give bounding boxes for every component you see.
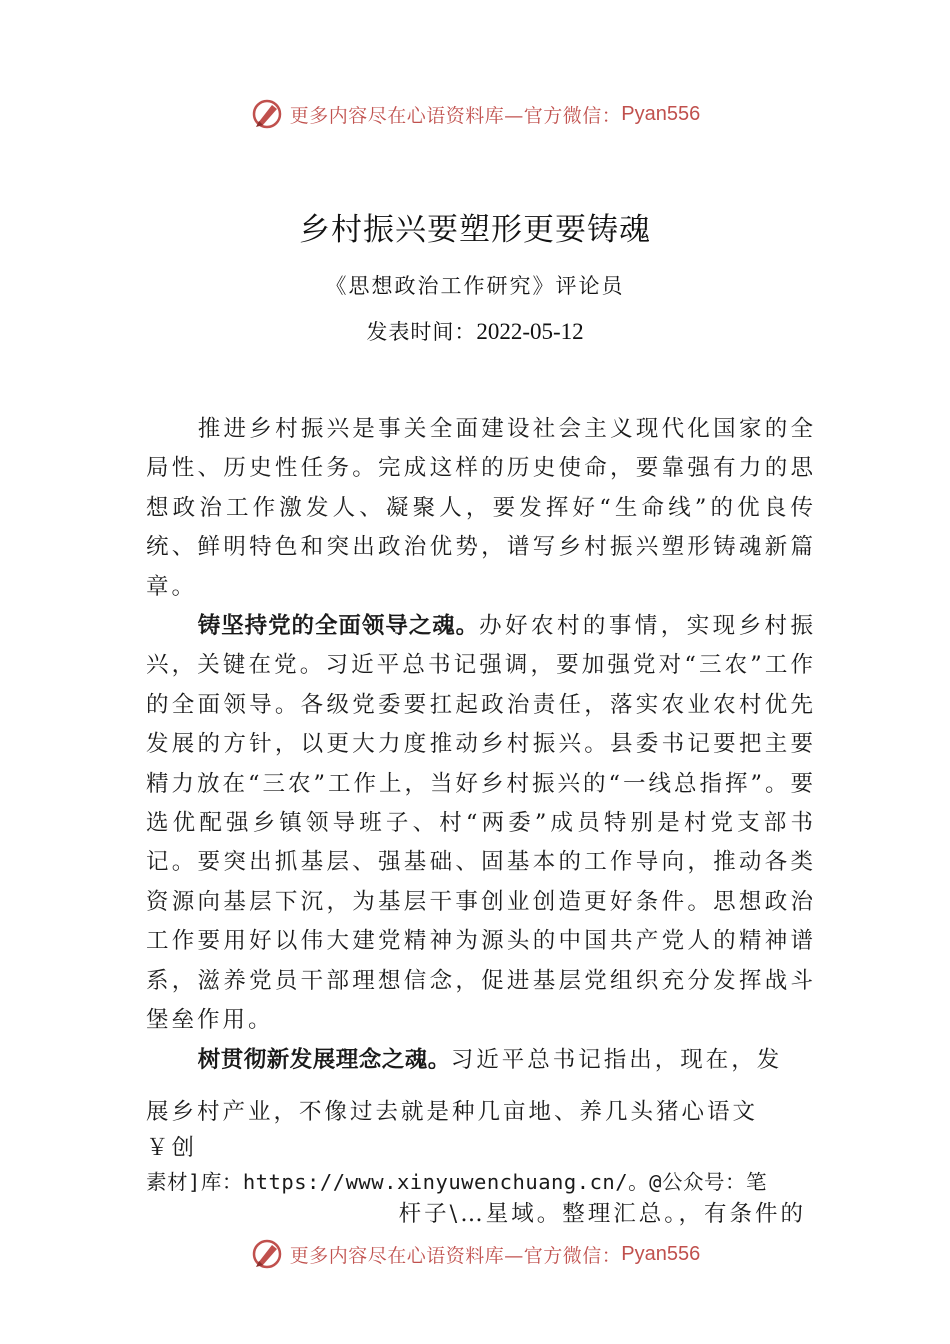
publish-date xyxy=(0,316,950,346)
article-title: 乡村振兴要塑形更要铸魂 xyxy=(299,212,651,248)
paragraph-text: 习近平总书记指出，现在，发 xyxy=(450,1046,783,1073)
pen-nib-icon xyxy=(250,97,284,131)
banner-wechat-id: Pyan556 xyxy=(621,102,701,125)
paragraph-new-development xyxy=(146,1041,816,1080)
foot-line-2: 素材]库：https://www.xinyuwenchuang.cn/。@公众号：笔 xyxy=(146,1170,767,1194)
date-label: 发表时间： xyxy=(366,320,477,344)
article-body xyxy=(146,410,816,1080)
footer-banner xyxy=(0,1234,950,1274)
paragraph-intro: 推进乡村振兴是事关全面建设社会主义现代化国家的全局性、历史性任务。完成这样的历史使命，要靠强有力的思想政治工作激发人、凝聚人，要发挥好“生命线”的优良传统、鲜明特色和突出政治优势，谱写乡村振兴塑形铸魂新篇章。 xyxy=(146,416,816,600)
header-banner xyxy=(0,94,950,134)
foot-line-1: 展乡村产业，不像过去就是种几亩地、养几头猪心语文￥创 xyxy=(146,1099,759,1161)
paragraph-text: 办好农村的事情，实现乡村振兴，关键在党。习近平总书记强调，要加强党对“三农”工作的全面领导。各级党委要扛起政治责任，落实农业农村优先发展的方针，以更大力度推动乡村振兴。县委书记要把主要精力放在“三农”工作上，当好乡村振兴的“一线总指挥”。要选优配强乡镇领导班子、村“两委”成员特别是村党支部书记。要突出抓基层、强基础、固基本的工作导向，推动各类资源向基层下沉，为基层干事创业创造更好条件。思想政治工作要用好以伟大建党精神为源头的中国共产党人的精神谱系，滋养党员干部理想信念，促进基层党组织充分发挥战斗堡垒作用。 xyxy=(146,613,817,1034)
article-author: 《思想政治工作研究》评论员 xyxy=(325,274,625,298)
banner-text: 更多内容尽在心语资料库—官方微信： xyxy=(289,104,622,127)
paragraph-heading: 树贯彻新发展理念之魂。 xyxy=(197,1046,451,1073)
watermark-overlay-text xyxy=(146,1094,806,1230)
date-value: 2022-05-12 xyxy=(476,319,584,344)
paragraph-heading: 铸坚持党的全面领导之魂。 xyxy=(197,613,480,640)
pen-nib-icon xyxy=(250,1237,284,1271)
banner-wechat-id: Pyan556 xyxy=(621,1242,701,1265)
foot-line-3: 杆子\…星域。整理汇总。，有条件的 xyxy=(398,1201,806,1227)
banner-text: 更多内容尽在心语资料库—官方微信： xyxy=(289,1244,622,1267)
paragraph-party-leadership xyxy=(146,607,816,1040)
